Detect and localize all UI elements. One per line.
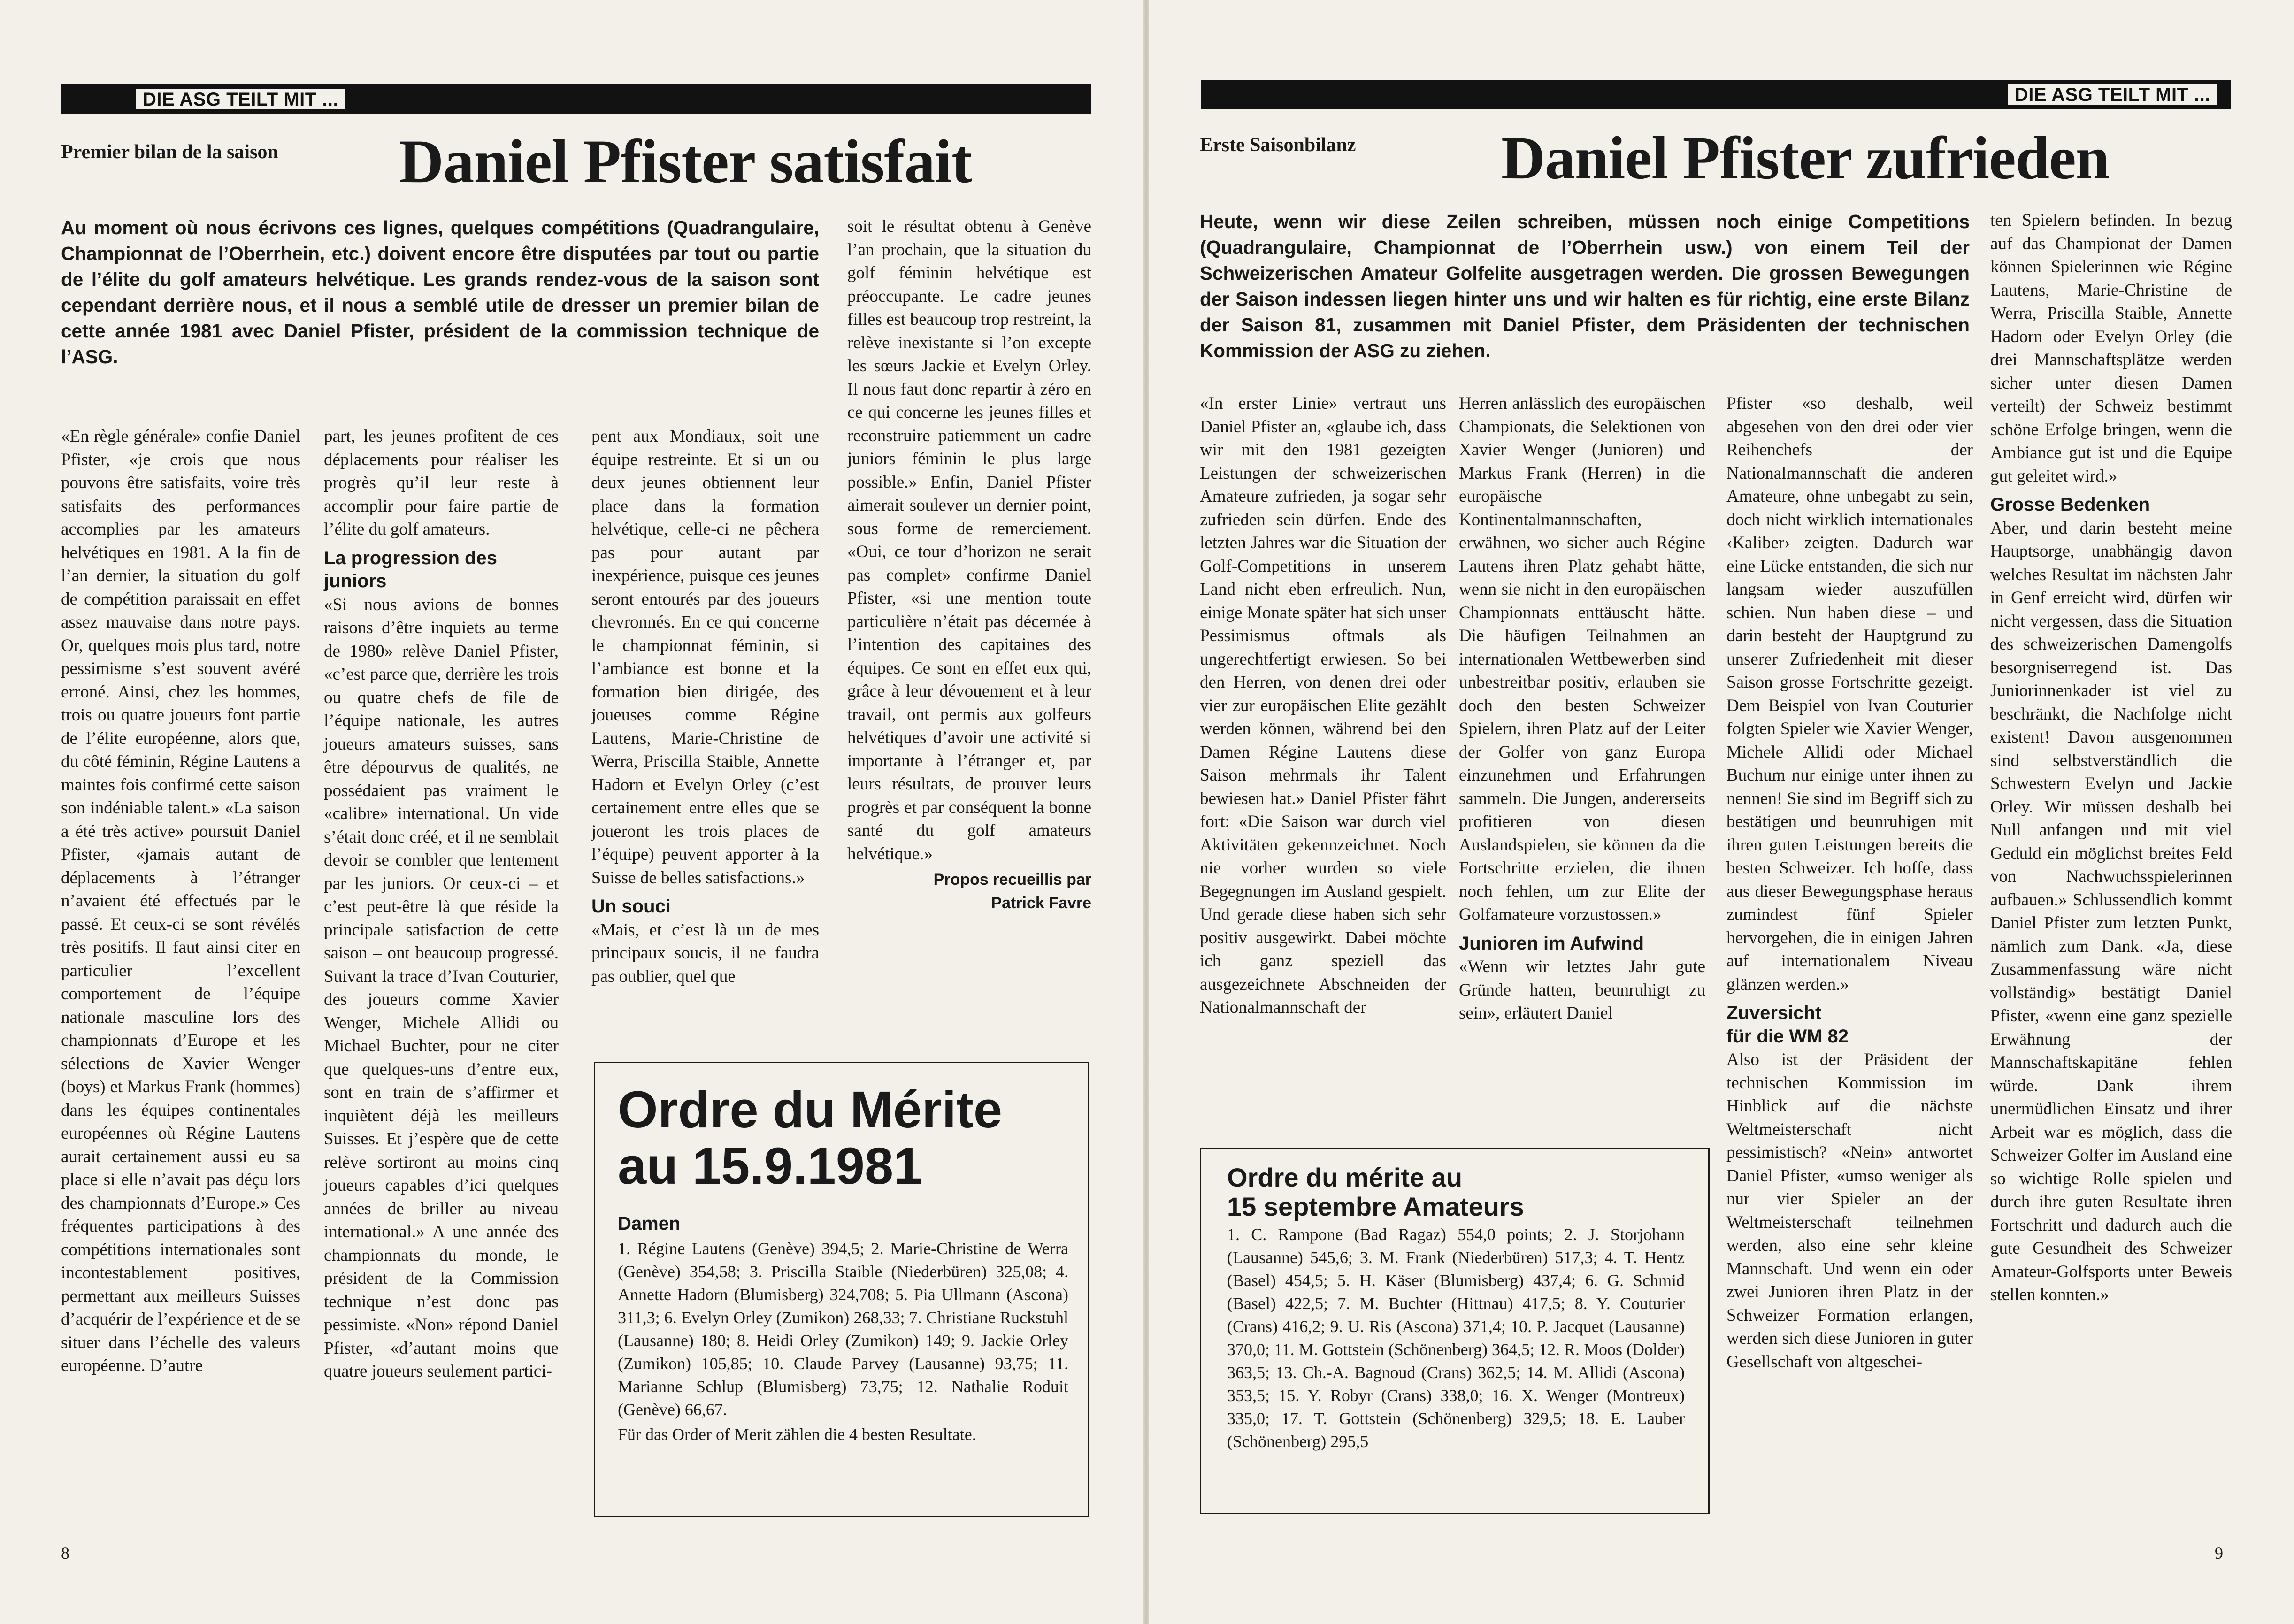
article-column-1 <box>61 425 300 1378</box>
ranking-box <box>1200 1148 1710 1514</box>
ranking-note: Für das Order of Merit zählen die 4 besten Resultate. <box>618 1425 976 1444</box>
subheading: Grosse Bedenken <box>1990 494 2150 515</box>
ranking-box-subtitle: Damen <box>618 1213 681 1234</box>
section-banner-label: DIE ASG TEILT MIT ... <box>136 89 345 109</box>
signature-line: Propos recueillis par <box>933 871 1091 889</box>
body-text: Aber, und darin besteht meine Hauptsorge, unabhängig davon welches Resultat im nächsten Jahr in Genf erreicht wird, dürfen wir nicht vergessen, dass die Situation des schweizerischen Damengolfs besorgniserregend ist. Das Juniorinnenkader ist viel zu beschränkt, die Nachfolge nicht existent! Davon ausgenommen sind selbstverständlich die Schwestern Evelyn und Jackie Orley. Wir müssen deshalb bei Null anfangen und mit viel Geduld ein möglichst breites Feld von Nachwuchsspielerinnen aufbauen.» Schlussendlich kommt Daniel Pfister zum letzten Punkt, nämlich zum Dank. «Ja, diese Zusammenfassung wäre nicht vollständig» bestätigt Daniel Pfister, «wenn eine ganz spezielle Erwähnung der Mannschaftskapitäne fehlen würde. Dank ihrem unermüdlichen Einsatz und ihrer Arbeit war es möglich, dass die Schweizer Golfer im Ausland eine so wichtige Rolle spielen und durch ihre guten Resultate ihren Fortschritt und dadurch auch die gute Gesundheit des Schweizer Amateur-Golfsports unter Beweis stellen konnten.» <box>1990 518 2232 1304</box>
ranking-box-title: Ordre du mérite au <box>1227 1163 1463 1192</box>
spread-gutter <box>1143 0 1149 1624</box>
body-text: Also ist der Präsident der technischen Kommission im Hinblick auf die nächste Weltmeisterschaft nicht pessimistisch? «Nein» antwortet Daniel Pfister, «umso weniger als nur vier Spieler an der Weltmeisterschaft teilnehmen werden, also eine sehr kleine Mannschaft. Und wenn ein oder zwei Junioren ihren Platz in der Schweizer Formation erlangen, werden sich diese Junioren in guter Gesellschaft von altgeschei- <box>1726 1050 1973 1371</box>
page-number: 9 <box>2215 1544 2223 1563</box>
body-text: Herren anlässlich des europäischen Championats, die Selektionen von Xavier Wenger (Junioren) und Markus Frank (Herren) in die europäische Kontinentalmannschaften, erwähnen, wo sicher auch Régine Lautens ihren Platz gehabt hätte, wenn sie nicht in den europäischen Championnats enttäuscht hätte. Die häufigen Teilnahmen an internationalen Wettbewerben sind unbestreitbar positiv, erlauben sie doch den besten Schweizer Spielern, ihren Platz auf der Leiter der Golfer von ganz Europa einzunehmen und Erfahrungen sammeln. Die Jungen, andererseits profitieren von diesen Auslandspielen, sie können da die Fortschritte erzielen, die ihnen noch fehlen, um zur Elite der Golfamateure vorzustossen.» <box>1459 394 1705 924</box>
subheading: Zuversicht <box>1726 1003 1822 1023</box>
page-number: 8 <box>61 1544 69 1563</box>
ranking-list: 1. Régine Lautens (Genève) 394,5; 2. Marie-Christine de Werra (Genève) 354,58; 3. Priscilla Staible (Niederbüren) 325,08; 4. Annette Hadorn (Blumisberg) 324,708; 5. Pia Ullmann (Ascona) 311,3; 6. Evelyn Orley (Zumikon) 268,33; 7. Christiane Ruckstuhl (Lausanne) 180; 8. Heidi Orley (Zumikon) 149; 9. Jackie Orley (Zumikon) 105,85; 10. Claude Parvey (Lausanne) 93,75; 11. Marianne Schlup (Blumisberg) 73,75; 12. Nathalie Roduit (Genève) 66,67. <box>618 1239 1068 1419</box>
headline: Daniel Pfister satisfait <box>399 127 972 196</box>
body-text: ten Spielern befinden. In bezug auf das Championat der Damen können Spielerinnen wie Régine Lautens, Marie-Christine de Werra, Priscilla Staible, Annette Hadorn oder Evelyn Orley (die drei Mannschaftsplätze werden sicher unter diesen Damen verteilt) der Schweiz bestimmt schöne Erfolge bringen, wenn die Ambiance gut ist und die Equipe gut geleitet wird.» <box>1990 211 2232 486</box>
ranking-box-title: Ordre du Mérite <box>618 1081 1003 1139</box>
subheading: für die WM 82 <box>1726 1026 1849 1047</box>
body-text: part, les jeunes profitent de ces déplacements pour réaliser les progrès qu’il leur reste à accomplir pour faire partie de l’élite du golf amateurs. <box>324 427 559 539</box>
right-page <box>1149 0 2294 1624</box>
lead-paragraph: Au moment où nous écrivons ces lignes, quelques compétitions (Quadrangulaire, Championnat de l’Oberrhein, etc.) doivent encore être disputées par tout ou partie de l’élite du golf amateurs helvétique. Les grands rendez-vous de la saison sont cependant derrière nous, et il nous a semblé utile de dresser un premier bilan de cette année 1981 avec Daniel Pfister, président de la commission technique de l’ASG. <box>61 217 819 368</box>
signature-author: Patrick Favre <box>991 894 1091 912</box>
headline: Daniel Pfister zufrieden <box>1501 124 2109 192</box>
article-column-2 <box>1459 392 1705 1025</box>
subheading: Un souci <box>591 896 671 917</box>
body-text: «In erster Linie» vertraut uns Daniel Pfister an, «glaube ich, dass wir mit den 1981 gezeigten Leistungen der schweizerischen Amateure zufrieden, ja sogar sehr zufrieden sein dürfen. Ende des letzten Jahres war die Situation der Golf-Competitions in unserem Land nicht eben erfreulich. Nun, einige Monate später hat sich unser Pessimismus oftmals als ungerechtfertigt erwiesen. So bei den Herren, von denen drei oder vier zur europäischen Elite gezählt werden können, während bei den Damen Régine Lautens diese Saison mehrmals ihr Talent bewiesen hat.» Daniel Pfister fährt fort: «Die Saison war durch viel Aktivitäten gekennzeichnet. Noch nie vorher wurden so viele Begegnungen im Ausland gespielt. Und gerade diese haben sich sehr positiv ausgewirkt. Dabei möchte ich ganz speziell das ausgezeichnete Abschneiden der Nationalmannschaft der <box>1200 394 1446 1017</box>
body-text: Pfister «so deshalb, weil abgesehen von den drei oder vier Reihenchefs der Nationalmannschaft die anderen Amateure, ohne unbegabt zu sein, doch nicht wirklich internationales ‹Kaliber› zeigten. Dadurch war eine Lücke entstanden, die sich nur langsam wieder auszufüllen schien. Nun haben diese – und darin besteht der Hauptgrund zu unserer Zufriedenheit mit dieser Saison grosse Fortschritte gezeigt. Dem Beispiel von Ivan Couturier folgten Spieler wie Xavier Wenger, Michele Allidi oder Michael Buchum nur einige unter ihnen zu nennen! Sie sind im Begriff sich zu bestätigen und beunruhigen mit ihren guten Leistungen bereits die besten Schweizer. Ich hoffe, dass aus dieser Bewegungsphase heraus zumindest fünf Spieler hervorgehen, die in einigen Jahren auf internationalem Niveau glänzen werden.» <box>1726 394 1973 994</box>
ranking-box-date: au 15.9.1981 <box>618 1137 922 1195</box>
body-text: «Si nous avions de bonnes raisons d’être inquiets au terme de 1980» relève Daniel Pfister, «c’est parce que, derrière les trois ou quatre chefs de file de l’équipe nationale, les autres joueurs amateurs suisses, sans être dépourvus de qualités, ne possédaient pas vraiment le «calibre» international. Un vide s’était donc créé, et il ne semblait devoir se combler que lentement par les juniors. Or ceux-ci – et c’est peut-être là que réside la principale satisfaction de cette saison – ont beaucoup progressé. Suivant la trace d’Ivan Couturier, des joueurs comme Xavier Wenger, Michele Allidi ou Michael Buchter, pour ne citer que quelques-uns d’entre eux, sont en train de s’affirmer et inquiètent déjà les meilleurs Suisses. Et j’espère que de cette relève sortiront au moins cinq joueurs capables d’ici quelques années de briller au niveau international.» A une année des championnats du monde, le président de la Commission technique n’est donc pas pessimiste. «Non» répond Daniel Pfister, «d’autant moins que quatre joueurs seulement partici- <box>324 595 559 1381</box>
article-column-3 <box>1726 392 1973 1373</box>
section-banner <box>61 84 1091 114</box>
article-column-2 <box>324 425 559 1383</box>
lead-paragraph: Heute, wenn wir diese Zeilen schreiben, müssen noch einige Competitions (Quadrangulaire, Championnat de l’Oberrhein usw.) von einem Teil der Schweizerischen Amateur Golfelite ausgetragen werden. Die grossen Bewegungen der Saison indessen liegen hinter uns und wir halten es für richtig, eine erste Bilanz der Saison 81, zusammen mit Daniel Pfister, dem Präsidenten der technischen Kommission der ASG zu ziehen. <box>1200 211 1970 361</box>
kicker: Premier bilan de la saison <box>61 141 278 163</box>
article-column-4 <box>1990 209 2232 1307</box>
article-column-3 <box>591 425 819 988</box>
kicker: Erste Saisonbilanz <box>1200 134 1356 156</box>
subheading: Junioren im Aufwind <box>1459 933 1644 954</box>
section-banner-label: DIE ASG TEILT MIT ... <box>2008 84 2217 105</box>
body-text: pent aux Mondiaux, soit une équipe restreinte. Et si un ou deux jeunes obtiennent leur place dans la formation helvétique, celle-ci ne pêchera pas pour autant par inexpérience, puisque ces jeunes seront entourés par des joueurs chevronnés. En ce qui concerne le championnat féminin, si l’ambiance est bonne et la formation bien dirigée, des joueuses comme Régine Lautens, Marie-Christine de Werra, Priscilla Staible, Annette Hadorn et Evelyn Orley (c’est certainement entre elles que se joueront les trois places de l’équipe) peuvent apporter à la Suisse de belles satisfactions.» <box>591 427 819 888</box>
article-column-4 <box>847 215 1091 915</box>
ranking-box <box>594 1062 1089 1517</box>
article-column-1 <box>1200 392 1446 1019</box>
body-text: «Wenn wir letztes Jahr gute Gründe hatten, beunruhigt zu sein», erläutert Daniel <box>1459 957 1705 1023</box>
body-text: soit le résultat obtenu à Genève l’an prochain, que la situation du golf féminin helvétique est préoccupante. Le cadre jeunes filles est beaucoup trop restreint, la relève inexistante si l’on excepte les sœurs Jackie et Evelyn Orley. Il nous faut donc repartir à zéro en ce qui concerne les jeunes filles et reconstruire patiemment un cadre juniors féminin le plus large possible.» Enfin, Daniel Pfister aimerait soulever un dernier point, sous forme de remerciement. «Oui, ce tour d’horizon ne serait pas complet» confirme Daniel Pfister, «si une mention toute particulière n’était pas décernée à l’intention des capitaines des équipes. Ce sont en effet eux qui, grâce à leur dévouement et à leur travail, ont permis aux golfeurs helvétiques d’avoir une activité si importante à l’étranger et, par leurs résultats, de prouver leurs progrès et par conséquent la bonne santé du golf amateurs helvétique.» <box>847 217 1091 864</box>
ranking-list: 1. C. Rampone (Bad Ragaz) 554,0 points; 2. J. Storjohann (Lausanne) 545,6; 3. M. Frank (Niederbüren) 517,3; 4. T. Hentz (Basel) 454,5; 5. H. Käser (Blumisberg) 437,4; 6. G. Schmid (Basel) 422,5; 7. M. Buchter (Hittnau) 417,5; 8. Y. Couturier (Crans) 416,2; 9. U. Ris (Ascona) 371,4; 10. P. Jacquet (Lausanne) 370,0; 11. M. Gottstein (Schönenberg) 364,5; 12. R. Moos (Dolder) 363,5; 13. Ch.-A. Bagnoud (Crans) 362,5; 14. M. Allidi (Ascona) 353,5; 15. Y. Robyr (Crans) 338,0; 16. X. Wenger (Montreux) 335,0; 17. T. Gottstein (Schönenberg) 329,5; 18. E. Lauber (Schönenberg) 295,5 <box>1227 1225 1685 1451</box>
subheading: La progression des juniors <box>324 547 497 591</box>
body-text: «En règle générale» confie Daniel Pfister, «je crois que nous pouvons être satisfaits, voire très satisfaits des performances accomplies par les amateurs helvétiques en 1981. A la fin de l’an dernier, la situation du golf de compétition paraissait en effet assez mauvaise dans notre pays. Or, quelques mois plus tard, notre pessimisme s’est souvent avéré erroné. Ainsi, chez les hommes, trois ou quatre joueurs font partie de l’élite européenne, alors que, du côté féminin, Régine Lautens a maintes fois confirmé cette saison son indéniable talent.» «La saison a été très active» poursuit Daniel Pfister, «jamais autant de déplacements à l’étranger n’avaient été effectués par le passé. Et ceux-ci se sont révélés très positifs. Il faut ainsi citer en particulier l’excellent comportement de l’équipe nationale masculine lors des championnats d’Europe et les sélections de Xavier Wenger (boys) et Markus Frank (hommes) dans les équipes continentales européennes où Régine Lautens aurait certainement aussi eu sa place si elle n’avait pas déçu lors des championnats d’Europe.» Ces fréquentes participations à des compétitions internationales sont incontestablement positives, permettant aux meilleurs Suisses d’acquérir de l’expérience et de se situer dans l’échelle des valeurs européenne. D’autre <box>61 427 300 1375</box>
body-text: «Mais, et c’est là un de mes principaux soucis, il ne faudra pas oublier, quel que <box>591 920 819 986</box>
left-page <box>0 0 1143 1624</box>
section-banner <box>1201 80 2231 109</box>
ranking-box-subtitle: 15 septembre Amateurs <box>1227 1192 1524 1221</box>
